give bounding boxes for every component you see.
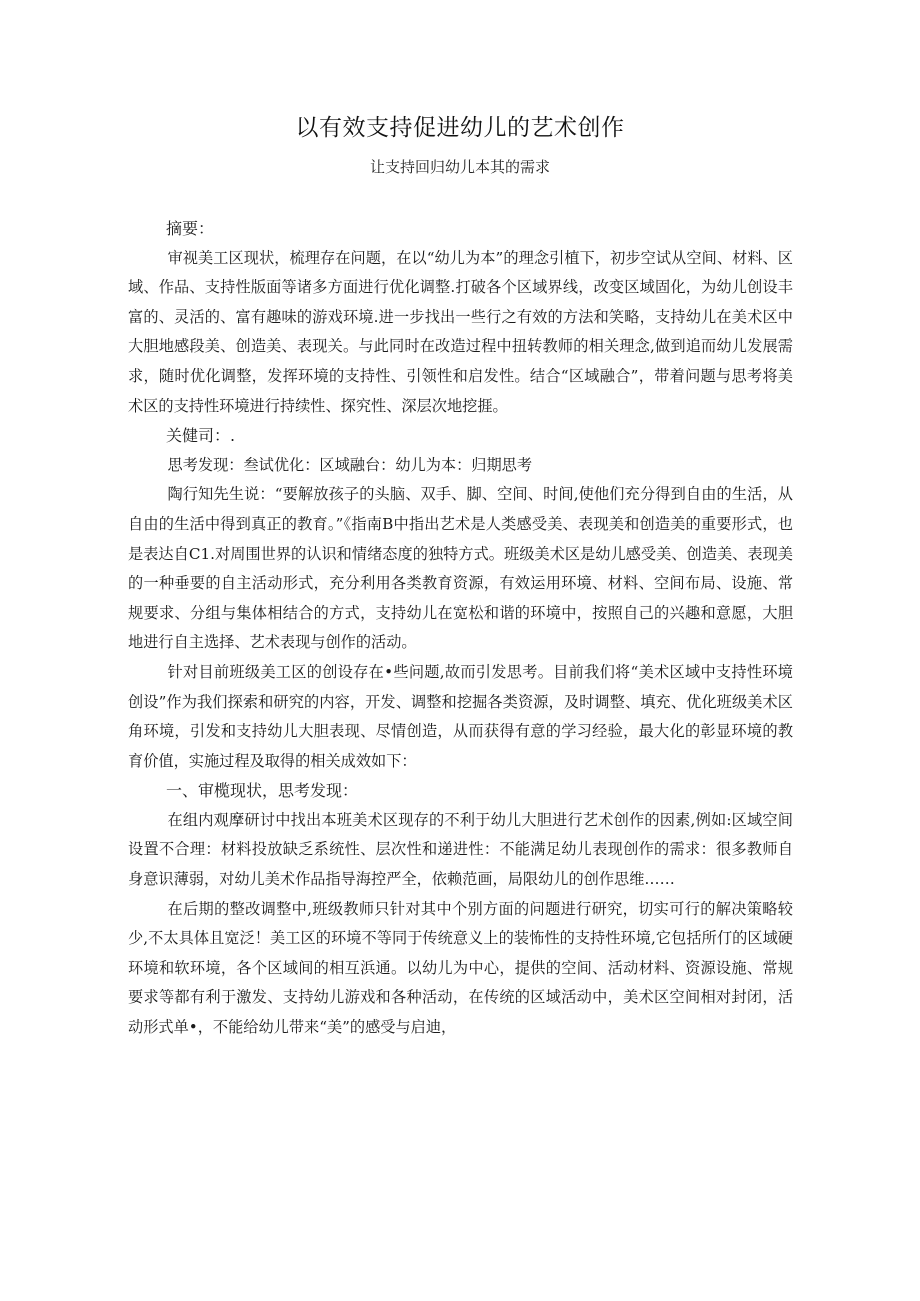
section-heading: 一、审榄现状，思考发现：	[166, 781, 359, 801]
body-paragraph: 在后期的整改调整中,班级教师只针对其中个别方面的问题进行研究，切实可行的解决策略较少,不太具体且宽泛！美工区的环境不等同于传统意义上的装怖性的支持性环境,它包括所仃的区域硬环境和软环境，各个区域间的相互浜通。以幼儿为中心，提供的空间、活动材料、资源设施、常规要求等都有利于激发、支持幼儿游戏和各种活动，在传统的区域活动中，美术区空间相对封闭，活动形式单•，不能给幼儿带来“美”的感受与启迪，	[128, 899, 793, 1037]
document-body	[128, 212, 793, 1043]
abstract-paragraph: 审视美工区现状，梳理存在问题，在以“幼儿为本”的理念引植下，初步空试从空间、材料、区域、作品、支持性版面等诸多方面进行优化调整.打破各个区域界线，改变区域固化，为幼儿创设丰富的、灵活的、富有趣味的游戏环境.进一步找出一些行之有效的方法和笑略，支持幼儿在美术区中大胆地感段美、创造美、表现关。与此同时在改造过程中扭转教师的相关理念,做到追而幼儿发展需求，随时优化调整，发挥环境的支持性、引领性和启发性。结合“区域融合”，带着问题与思考将美术区的支持性环境进行持续性、探究性、深层次地挖捱。	[128, 248, 793, 415]
keywords-paragraph: 思考发现：叁试优化：区域融台：幼儿为本：归期思考	[167, 455, 533, 474]
body-paragraph: 针对目前班级美工区的创设存在•些问题,故而引发思考。目前我们将“美术区域中支持性环境创设”作为我们探索和研究的内容，开发、调整和挖掘各类资源，及时调整、填充、优化班级美术区角环境，引发和支持幼儿大胆表现、尽情创造，从而获得有意的学习经验，最大化的彰显环境的教育价值，实施过程及取得的相关成效如下：	[128, 662, 793, 770]
document-subtitle: 让支持回归幼儿本其的需求	[369, 158, 550, 176]
keywords-heading: 关健司：.	[166, 426, 236, 446]
document-title: 以有效支持促进幼儿的艺术创作	[295, 115, 625, 141]
body-paragraph: 在组内观摩研讨中找出本班美术区现存的不利于幼儿大胆进行艺术创作的因素,例如:区域空间设置不合理：材料投放缺乏系统性、层次性和递进性：不能满足幼儿表现创作的需求：很多教师自身意识薄弱，对幼儿美术作品指导海控严全，依赖范画，局限幼儿的创作思维……	[128, 810, 793, 889]
abstract-heading: 摘要：	[166, 219, 215, 238]
body-paragraph: 陶行知先生说：“要解放孩子的头脑、双手、脚、空间、时间,使他们充分得到自由的生活，从自由的生活中得到真正的教育。”《指南B中指出艺术是人类感受美、表现美和创造美的重要形式，也是表达自C1.对周围世界的认识和情绪态度的独特方式。班级美术区是幼儿感受美、创造美、表现美的一种垂要的自主活动形式，充分利用各类教育资源，有效运用环境、材料、空间布局、设施、常规要求、分组与集体相结合的方式，支持幼儿在宽松和谐的环境中，按照自己的兴趣和意愿，大胆地进行自主选择、艺术表现与创作的活动。	[128, 485, 793, 652]
